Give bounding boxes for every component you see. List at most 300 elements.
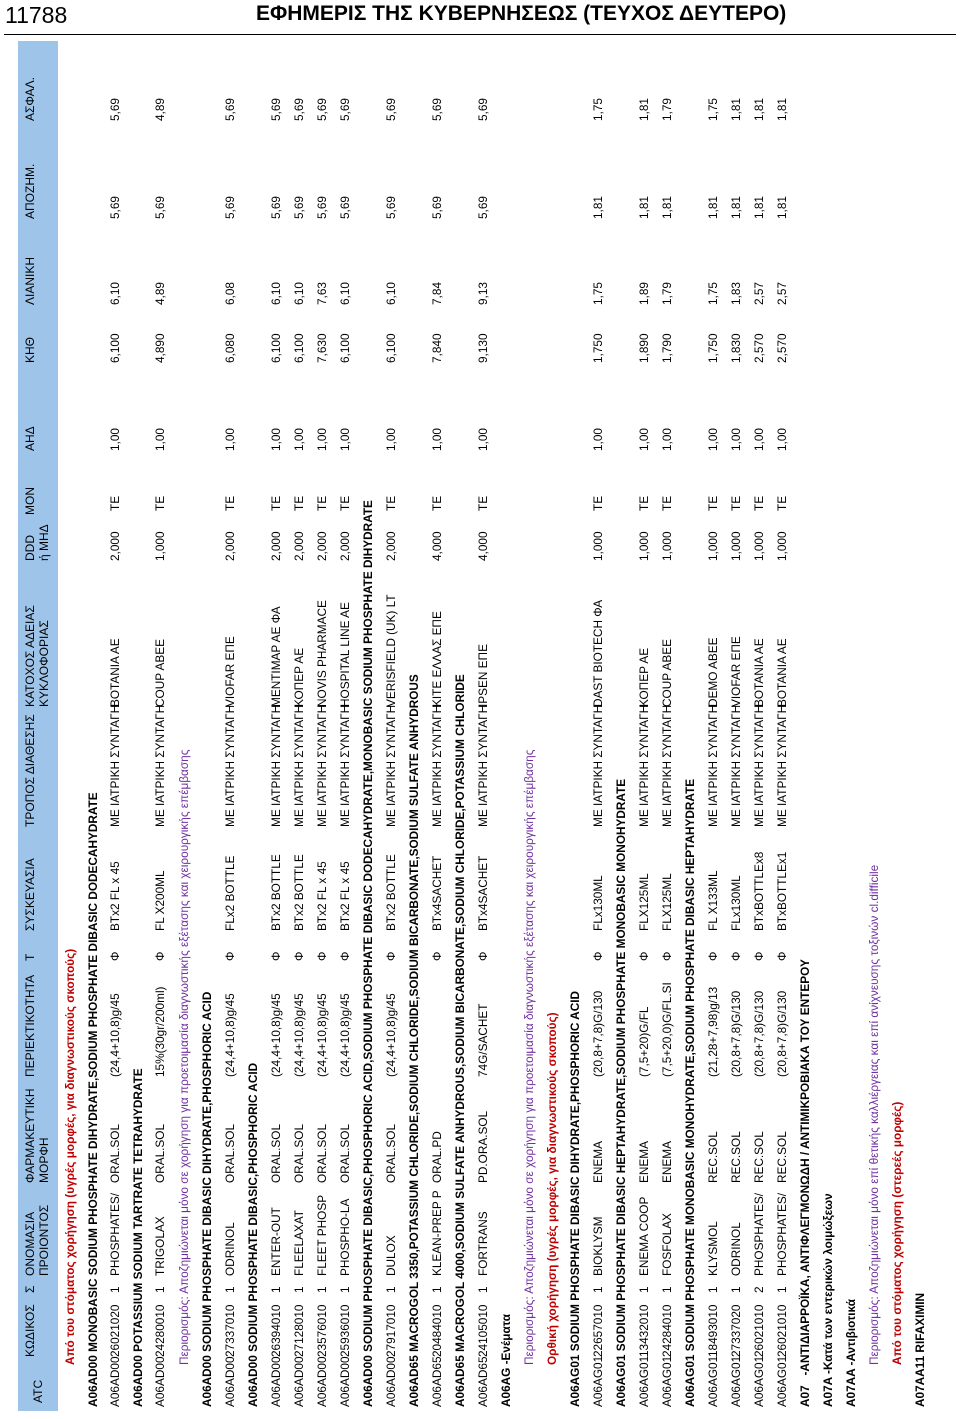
group-heading: A06AG01 SODIUM PHOSPHATE MONOBASIC MONOHYDRATE,SODIUM PHOSPHATE DIBASIC HEPTAHYDRATE [683,778,697,1407]
cell-mon: ΤΕ [108,495,122,511]
cell-avail: ΜΕ ΙΑΤΡΙΚΗ ΣΥΝΤΑΓΗ [637,704,651,827]
cell-atc: A06AG01 [591,1355,605,1407]
cell-ahd: 1,00 [315,428,329,451]
cell-reimb: 5,69 [476,196,490,219]
col-reimb: ΑΠΟΖΗΜ. [23,163,37,219]
cell-ins: 5,69 [223,98,237,121]
cell-ins: 5,69 [338,98,352,121]
cell-content: (7,5+20)G/FL [637,1006,651,1077]
restriction-note: Περιορισμός: Αποζημιώνεται μόνο σε χορήγηση για προετοιμασία διαγνωστικής εξέτασης και χειρουργικής επέμβασης [522,749,536,1365]
cell-ins: 1,75 [706,98,720,121]
cell-name: TRIGOLAX [153,1216,167,1276]
cell-name: FLEELAXAT [292,1209,306,1276]
cell-retail: 6,10 [269,282,283,305]
cell-reimb: 1,81 [729,196,743,219]
cell-khth: 9,130 [476,333,490,363]
cell-mon: ΤΕ [153,495,167,511]
cell-ahd: 1,00 [637,428,651,451]
cell-holder: COUP ABEE [660,639,674,707]
cell-reimb: 1,81 [775,196,789,219]
table-header [18,41,58,1411]
cell-name: FORTRANS [476,1211,490,1276]
cell-ahd: 1,00 [706,428,720,451]
atc-code: A07A [821,1377,835,1407]
cell-code: 24105010 [476,1304,490,1357]
restriction-note: Περιορισμός: Αποζημιώνεται μόνο σε χορήγηση για προετοιμασία διαγνωστικής εξέτασης και χειρουργικής επέμβασης [177,749,191,1365]
group-heading: A06AD65 MACROGOL 3350,POTASSIUM CHLORIDE,SODIUM CHLORIDE,SODIUM BICARBONATE,SODIUM SULFATE ANHYDROUS [407,674,421,1407]
cell-pack: BTxBOTTLEx1 [775,851,789,931]
cell-reimb: 5,69 [269,196,283,219]
cell-retail: 6,10 [384,282,398,305]
cell-mon: ΤΕ [752,495,766,511]
cell-code: 26021020 [108,1304,122,1357]
cell-t: Φ [223,951,237,961]
cell-form: REC.SOL [752,1131,766,1183]
gazette-title: ΕΦΗΜΕΡΙΣ ΤΗΣ ΚΥΒΕΡΝΗΣΕΩΣ (ΤΕΥΧΟΣ ΔΕΥΤΕΡΟ) [256,2,787,25]
cell-ins: 1,81 [637,98,651,121]
cell-khth: 6,080 [223,333,237,363]
cell-reimb: 5,69 [108,196,122,219]
cell-ahd: 1,00 [108,428,122,451]
col-form-2: ΜΟΡΦΗ [37,1137,51,1183]
group-heading: A06AD00 SODIUM PHOSPHATE DIBASIC,PHOSPHORIC ACID [246,1062,260,1407]
cell-form: ENEMA [591,1141,605,1183]
atc-label: -Ενέματα [499,1314,513,1365]
cell-khth: 1,750 [591,333,605,363]
cell-s: 1 [637,1286,651,1293]
cell-ins: 1,81 [729,98,743,121]
cell-ins: 5,69 [476,98,490,121]
cell-mon: ΤΕ [591,495,605,511]
cell-t: Φ [292,951,306,961]
cell-holder: NOVIS PHARMACE [315,600,329,707]
cell-khth: 2,570 [752,333,766,363]
cell-content: (24,4+10,8)g/45 [315,993,329,1077]
cell-s: 1 [292,1286,306,1293]
cell-s: 1 [476,1286,490,1293]
group-heading: A06AD00 SODIUM PHOSPHATE DIBASIC,PHOSPHORIC ACID,SODIUM PHOSPHATE DIBASIC DODECAHYDRATE,MONOBASIC SODIUM PHOSPHATE DIHYDRATE [361,500,375,1407]
cell-holder: BOTANIA AE [775,638,789,707]
cell-name: PHOSPHATES/ [775,1192,789,1276]
cell-ins: 5,69 [384,98,398,121]
cell-avail: ΜΕ ΙΑΤΡΙΚΗ ΣΥΝΤΑΓΗ [223,704,237,827]
cell-reimb: 5,69 [223,196,237,219]
cell-ddd: 1,000 [775,531,789,561]
cell-t: Φ [338,951,352,961]
cell-form: REC.SOL [775,1131,789,1183]
cell-avail: ΜΕ ΙΑΤΡΙΚΗ ΣΥΝΤΑΓΗ [591,704,605,827]
cell-code: 20484010 [430,1304,444,1357]
col-ddd-mhd: ή ΜΗΔ [37,524,51,561]
cell-ins: 1,75 [591,98,605,121]
cell-name: FLEET PHOSP [315,1194,329,1276]
cell-ahd: 1,00 [476,428,490,451]
cell-khth: 2,570 [775,333,789,363]
cell-mon: ΤΕ [384,495,398,511]
atc-label: -ΑΝΤΙΔΙΑΡΡΟΪΚΑ, ΑΝΤΙΦΛΕΓΜΟΝΩΔΗ / ΑΝΤΙΜΙΚΡΟΒΙΑΚΑ ΤΟΥ ΕΝΤΕΡΟΥ [798,959,812,1376]
cell-mon: ΤΕ [729,495,743,511]
cell-ddd: 2,000 [384,531,398,561]
atc-label: RIFAXIMIN [913,1292,927,1353]
cell-form: ORAL.SOL [153,1123,167,1183]
cell-t: Φ [315,951,329,961]
group-heading: A06AD00 MONOBASIC SODIUM PHOSPHATE DIHYDRATE,SODIUM PHOSPHATE DIBASIC DODECAHYDRATE [86,792,100,1407]
cell-ahd: 1,00 [752,428,766,451]
cell-ahd: 1,00 [384,428,398,451]
cell-s: 1 [315,1286,329,1293]
cell-s: 1 [660,1286,674,1293]
cell-khth: 6,100 [338,333,352,363]
cell-pack: FLX125ML [660,873,674,931]
cell-form: ORAL.SOL [223,1123,237,1183]
cell-code: 27128010 [292,1304,306,1357]
cell-name: ENTER-OUT [269,1207,283,1276]
cell-ins: 1,81 [775,98,789,121]
cell-atc: A06AD00 [108,1356,122,1407]
cell-t: Φ [384,951,398,961]
cell-retail: 6,08 [223,282,237,305]
cell-mon: ΤΕ [660,495,674,511]
cell-name: ENEMA COOP [637,1196,651,1276]
cell-form: ORAL.SOL [315,1123,329,1183]
cell-mon: ΤΕ [223,495,237,511]
cell-code: 24280010 [153,1304,167,1357]
cell-holder: MENTIMAP AE ΦΑ [269,606,283,707]
cell-pack: BTx2 FL x 45 [315,861,329,931]
cell-form: ORAL.SOL [292,1123,306,1183]
cell-ahd: 1,00 [223,428,237,451]
cell-code: 26021010 [775,1304,789,1357]
cell-pack: FLX125ML [637,873,651,931]
cell-avail: ΜΕ ΙΑΤΡΙΚΗ ΣΥΝΤΑΓΗ [476,704,490,827]
col-ddd: DDD [23,535,37,561]
group-heading: A06AG01 SODIUM PHOSPHATE DIBASIC DIHYDRATE,PHOSPHORIC ACID [568,990,582,1407]
cell-ahd: 1,00 [153,428,167,451]
cell-ddd: 1,000 [729,531,743,561]
cell-s: 1 [430,1286,444,1293]
col-holder-2: ΚΥΚΛΟΦΟΡΙΑΣ [37,620,51,707]
cell-t: Φ [108,951,122,961]
cell-reimb: 5,69 [430,196,444,219]
cell-s: 1 [384,1286,398,1293]
cell-atc: A06AG01 [706,1355,720,1407]
cell-pack: BTxBOTTLEx8 [752,851,766,931]
cell-avail: ΜΕ ΙΑΤΡΙΚΗ ΣΥΝΤΑΓΗ [384,704,398,827]
cell-retail: 7,84 [430,282,444,305]
cell-t: Φ [476,951,490,961]
cell-code: 27337020 [729,1304,743,1357]
cell-ins: 4,89 [153,98,167,121]
cell-holder: HOSPITAL LINE AE [338,602,352,707]
cell-s: 1 [706,1286,720,1293]
cell-t: Φ [637,951,651,961]
cell-form: ENEMA [637,1141,651,1183]
cell-content: (20,8+7,8)G/130 [729,990,743,1077]
cell-atc: A06AG01 [729,1355,743,1407]
cell-name: PHOSPHO-LA [338,1198,352,1276]
cell-t: Φ [269,951,283,961]
cell-code: 27337010 [223,1304,237,1357]
cell-code: 25936010 [338,1304,352,1357]
cell-t: Φ [752,951,766,961]
group-name: SODIUM PHOSPHATE MONOBASIC MONOHYDRATE,SODIUM PHOSPHATE DIBASIC HEPTAHYDRATE [683,778,697,1352]
cell-atc: A06AD00 [223,1356,237,1407]
cell-content: (21,28+7,98)g/13 [706,986,720,1077]
cell-holder: BOTANIA AE [752,638,766,707]
cell-ddd: 2,000 [108,531,122,561]
cell-form: PD.ORA.SOL [476,1110,490,1183]
cell-ahd: 1,00 [269,428,283,451]
cell-avail: ΜΕ ΙΑΤΡΙΚΗ ΣΥΝΤΑΓΗ [292,704,306,827]
atc-code: A06AG [499,1367,513,1407]
cell-ahd: 1,00 [338,428,352,451]
cell-code: 18493010 [706,1304,720,1357]
col-code: ΚΩΔΙΚΟΣ [23,1304,37,1357]
col-content: ΠΕΡΙΕΚΤΙΚΟΤΗΤΑ [23,974,37,1077]
cell-content: (24,4+10,8)g/45 [223,993,237,1077]
cell-name: DULOX [384,1235,398,1276]
cell-name: PHOSPHATES/ [752,1192,766,1276]
cell-ahd: 1,00 [591,428,605,451]
restriction-text: Περιορισμός: Αποζημιώνεται μόνο επί θετικής καλλιέργειας και επί ανίχνευσης τοξινών cl.difficile [867,864,881,1365]
cell-atc: A06AD00 [269,1356,283,1407]
cell-form: REC.SOL [706,1131,720,1183]
cell-pack: BTx2 FL x 45 [338,861,352,931]
cell-pack: BTx4SACHET [430,855,444,931]
cell-form: REC.SOL [729,1131,743,1183]
cell-mon: ΤΕ [706,495,720,511]
group-name: MACROGOL 4000,SODIUM SULFATE ANHYDROUS,SODIUM BICARBONATE,SODIUM CHLORIDE,POTASSIUM CHLORIDE [453,674,467,1352]
cell-content: (24,4+10,8)g/45 [108,993,122,1077]
cell-khth: 6,100 [384,333,398,363]
cell-s: 1 [591,1286,605,1293]
page-header [0,0,960,40]
cell-retail: 1,89 [637,282,651,305]
cell-ins: 5,69 [269,98,283,121]
cell-reimb: 1,81 [591,196,605,219]
cell-khth: 1,790 [660,333,674,363]
cell-mon: ΤΕ [338,495,352,511]
cell-holder: ΚΙΤΕ ΕΛΛΑΣ ΕΠΕ [430,611,444,707]
group-name: SODIUM PHOSPHATE DIBASIC,PHOSPHORIC ACID,SODIUM PHOSPHATE DIBASIC DODECAHYDRATE,MONOBASIC SODIUM PHOSPHATE DIHYDRATE [361,500,375,1352]
cell-t: Φ [660,951,674,961]
note-oral-liquid: Από του στόματος χορήγηση (υγρές μορφές, για διαγνωστικούς σκοπούς) [63,948,77,1365]
atc-label: -Κατά των εντερικών λοιμώξεων [821,1193,835,1374]
cell-ahd: 1,00 [729,428,743,451]
cell-retail: 2,57 [775,282,789,305]
cell-atc: A06AD00 [315,1356,329,1407]
cell-avail: ΜΕ ΙΑΤΡΙΚΗ ΣΥΝΤΑΓΗ [430,704,444,827]
cell-t: Φ [430,951,444,961]
cell-khth: 7,630 [315,333,329,363]
cell-reimb: 1,81 [660,196,674,219]
cell-mon: ΤΕ [269,495,283,511]
cell-form: ORAL.SOL [338,1123,352,1183]
cell-pack: FLx2 BOTTLE [223,855,237,931]
cell-reimb: 5,69 [384,196,398,219]
cell-form: ORAL.PD [430,1131,444,1183]
cell-name: KLEAN-PREP P [430,1190,444,1276]
atc-label: -Αντιβιοτικά [844,1299,858,1366]
col-mon: ΜΟΝ [23,487,37,515]
cell-ahd: 1,00 [660,428,674,451]
cell-content: (20,8+7,8)G/130 [752,990,766,1077]
group-name: SODIUM PHOSPHATE DIBASIC,PHOSPHORIC ACID [246,1062,260,1352]
group-heading: A06AD00 SODIUM PHOSPHATE DIBASIC DIHYDRATE,PHOSPHORIC ACID [200,991,214,1407]
cell-ddd: 2,000 [292,531,306,561]
cell-avail: ΜΕ ΙΑΤΡΙΚΗ ΣΥΝΤΑΓΗ [108,704,122,827]
cell-form: ORAL.SOL [384,1123,398,1183]
cell-name: BIOKLYSM [591,1216,605,1276]
cell-avail: ΜΕ ΙΑΤΡΙΚΗ ΣΥΝΤΑΓΗ [775,704,789,827]
cell-khth: 1,830 [729,333,743,363]
cell-t: Φ [706,951,720,961]
cell-khth: 6,100 [269,333,283,363]
cell-content: 15%(30gr/200ml) [153,986,167,1077]
cell-avail: ΜΕ ΙΑΤΡΙΚΗ ΣΥΝΤΑΓΗ [315,704,329,827]
cell-pack: BTx2 BOTTLE [384,854,398,931]
cell-code: 26021010 [752,1304,766,1357]
pharma-price-table [18,41,953,1411]
cell-atc: A06AD00 [384,1356,398,1407]
cell-retail: 6,10 [338,282,352,305]
cell-form: ENEMA [660,1141,674,1183]
cell-holder: DAST BIOTECH ΦΑ [591,599,605,707]
cell-s: 1 [338,1286,352,1293]
cell-ddd: 2,000 [269,531,283,561]
header-rule [4,34,956,35]
group-name: SODIUM PHOSPHATE DIBASIC HEPTAHYDRATE,SODIUM PHOSPHATE MONOBASIC MONOHYDRATE [614,778,628,1352]
cell-reimb: 5,69 [315,196,329,219]
cell-holder: COUP ABEE [153,639,167,707]
cell-reimb: 1,81 [706,196,720,219]
atc-code: A07AA11 [913,1355,927,1407]
cell-code: 13432010 [637,1304,651,1357]
cell-reimb: 5,69 [153,196,167,219]
cell-s: 1 [223,1286,237,1293]
cell-code: 26394010 [269,1304,283,1357]
cell-retail: 1,75 [706,282,720,305]
group-name: SODIUM PHOSPHATE DIBASIC DIHYDRATE,PHOSPHORIC ACID [568,990,582,1352]
cell-avail: ΜΕ ΙΑΤΡΙΚΗ ΣΥΝΤΑΓΗ [660,704,674,827]
cell-name: KLYSMOL [706,1221,720,1276]
cell-name: ODRINOL [223,1222,237,1276]
cell-pack: BTx2 BOTTLE [292,854,306,931]
cell-name: ODRINOL [729,1222,743,1276]
cell-atc: A06AG01 [637,1355,651,1407]
cell-ddd: 2,000 [223,531,237,561]
cell-ahd: 1,00 [775,428,789,451]
cell-ins: 5,69 [430,98,444,121]
cell-ddd: 1,000 [660,531,674,561]
cell-s: 1 [269,1286,283,1293]
cell-content: (7,5+20,0)G/FL.SI [660,982,674,1077]
cell-mon: ΤΕ [476,495,490,511]
col-s: Σ [23,1285,37,1293]
cell-ahd: 1,00 [292,428,306,451]
cell-atc: A06AG01 [775,1355,789,1407]
cell-holder: DEMO ABEE [706,637,720,707]
group-name: MACROGOL 3350,POTASSIUM CHLORIDE,SODIUM CHLORIDE,SODIUM BICARBONATE,SODIUM SULFATE ANHYDROUS [407,674,421,1352]
cell-holder: VIOFAR ΕΠΕ [729,636,743,707]
group-heading: A06AD65 MACROGOL 4000,SODIUM SULFATE ANHYDROUS,SODIUM BICARBONATE,SODIUM CHLORIDE,POTASSIUM CHLORIDE [453,674,467,1407]
cell-atc: A06AD00 [338,1356,352,1407]
cell-avail: ΜΕ ΙΑΤΡΙΚΗ ΣΥΝΤΑΓΗ [729,704,743,827]
cell-form: ORAL.SOL [269,1123,283,1183]
col-khth: ΚΗΘ [23,336,37,363]
col-name-1: ΟΝΟΜΑΣΙΑ [23,1211,37,1276]
col-form-1: ΦΑΡΜΑΚΕΥΤΙΚΗ [23,1088,37,1183]
col-atc: ATC [31,1379,45,1403]
cell-atc: A06AD00 [292,1356,306,1407]
cell-reimb: 5,69 [292,196,306,219]
cell-content: (20,8+7,8)G/130 [775,990,789,1077]
cell-ddd: 2,000 [315,531,329,561]
cell-content: (24,4+10,8)g/45 [384,993,398,1077]
cell-form: ORAL.SOL [108,1123,122,1183]
cell-retail: 2,57 [752,282,766,305]
cell-atc: A06AG01 [660,1355,674,1407]
cell-reimb: 1,81 [752,196,766,219]
group-heading: A06AD00 POTASSIUM SODIUM TARTRATE TETRAHYDRATE [131,1068,145,1407]
cell-code: 23576010 [315,1304,329,1357]
cell-code: 22657010 [591,1304,605,1357]
cell-avail: ΜΕ ΙΑΤΡΙΚΗ ΣΥΝΤΑΓΗ [338,704,352,827]
cell-pack: BTx2 BOTTLE [269,854,283,931]
cell-reimb: 5,69 [338,196,352,219]
cell-atc: A06AD65 [430,1356,444,1407]
cell-content: (24,4+10,8)g/45 [292,993,306,1077]
col-name-2: ΠΡΟΙΟΝΤΟΣ [37,1204,51,1276]
cell-retail: 1,79 [660,282,674,305]
cell-content: (24,4+10,8)g/45 [269,993,283,1077]
cell-ddd: 1,000 [752,531,766,561]
cell-ins: 5,69 [315,98,329,121]
col-pack: ΣΥΣΚΕΥΑΣΙΑ [23,858,37,931]
cell-t: Φ [153,951,167,961]
cell-ins: 1,81 [752,98,766,121]
cell-khth: 6,100 [108,333,122,363]
cell-s: 1 [729,1286,743,1293]
cell-ddd: 2,000 [338,531,352,561]
cell-ddd: 1,000 [637,531,651,561]
cell-pack: FLx130ML [591,875,605,931]
col-ahd: ΑΗΔ [23,426,37,451]
cell-atc: A06AG01 [752,1355,766,1407]
cell-avail: ΜΕ ΙΑΤΡΙΚΗ ΣΥΝΤΑΓΗ [706,704,720,827]
cell-holder: VIOFAR ΕΠΕ [223,636,237,707]
note-oral-solid: Από του στόματος χορήγηση (στερεές μορφές) [890,1101,904,1365]
group-name: POTASSIUM SODIUM TARTRATE TETRAHYDRATE [131,1068,145,1352]
col-insurance: ΑΣΦΑΛ. [23,76,37,121]
atc-code: A07AA [844,1368,858,1407]
cell-code: 27917010 [384,1304,398,1357]
cell-retail: 1,75 [591,282,605,305]
cell-code: 24284010 [660,1304,674,1357]
cell-mon: ΤΕ [430,495,444,511]
group-name: MONOBASIC SODIUM PHOSPHATE DIHYDRATE,SODIUM PHOSPHATE DIBASIC DODECAHYDRATE [86,792,100,1352]
cell-holder: IPSEN ΕΠΕ [476,644,490,707]
cell-ddd: 1,000 [706,531,720,561]
cell-s: 1 [153,1286,167,1293]
cell-retail: 6,10 [292,282,306,305]
cell-pack: FLx130ML [729,875,743,931]
cell-pack: BTx2 FL x 45 [108,861,122,931]
page-number: 11788 [5,2,68,28]
cell-ahd: 1,00 [430,428,444,451]
group-name: SODIUM PHOSPHATE DIBASIC DIHYDRATE,PHOSPHORIC ACID [200,991,214,1352]
cell-pack: FL X133ML [706,870,720,931]
